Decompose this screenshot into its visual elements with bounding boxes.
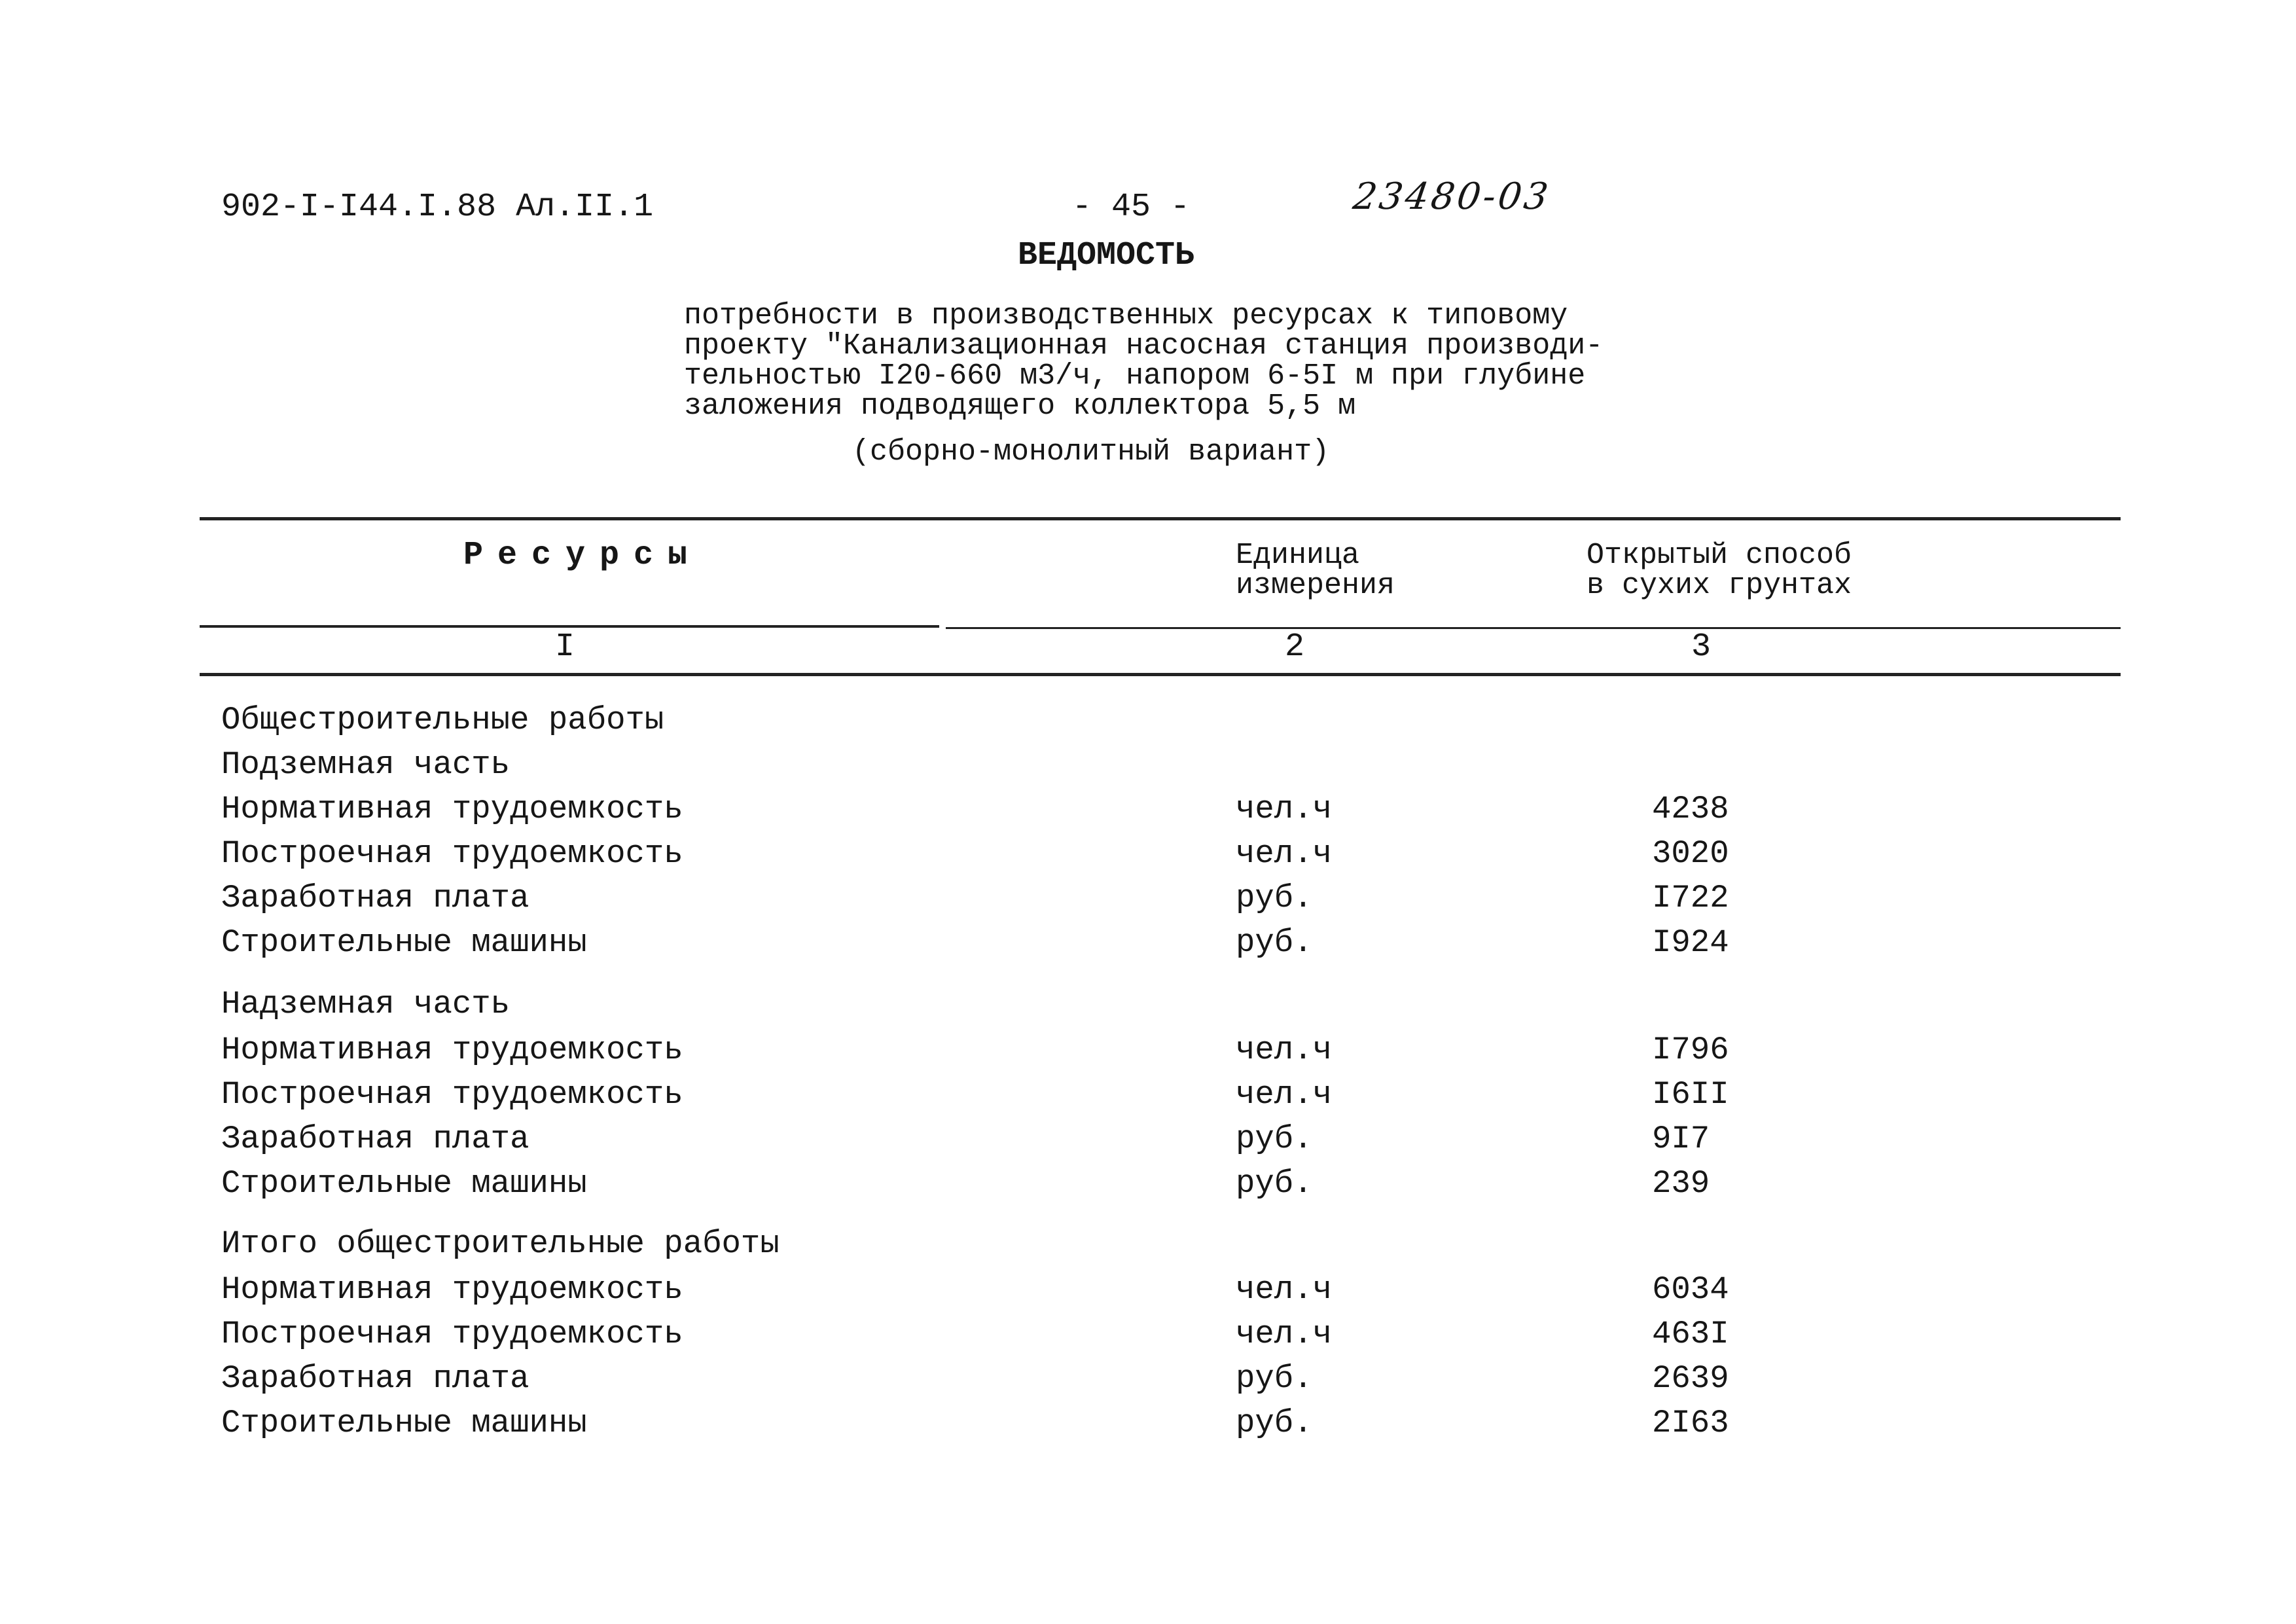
table-row [0,835,2296,875]
header-rule-left [200,625,939,628]
table-row-section [0,986,2296,1025]
row-unit: чел.ч [1236,1076,1333,1113]
row-value: I6II [1652,1076,1729,1113]
row-value: 2I63 [1652,1405,1729,1441]
row-unit: чел.ч [1236,1316,1333,1352]
row-value: 239 [1652,1165,1710,1202]
row-value: 4238 [1652,791,1729,827]
header-rule-right [946,627,2121,629]
table-row [0,924,2296,964]
table-row [0,1405,2296,1444]
subtitle-line: проекту "Канализационная насосная станция производи- [684,329,1604,363]
row-label: Надземная часть [221,986,511,1022]
row-unit: руб. [1236,880,1313,916]
column-number-2: 2 [1285,628,1305,666]
row-label: Заработная плата [221,880,529,916]
subtitle-line: тельностью I20-660 м3/ч, напором 6-5I м при глубине [684,359,1586,393]
table-row-section [0,746,2296,785]
table-row [0,1032,2296,1071]
column-header-unit [1236,541,1395,601]
unit-header-line: измерения [1236,569,1395,602]
method-header-line: в сухих грунтах [1587,569,1852,602]
document-title: ВЕДОМОСТЬ [1018,237,1195,274]
row-label: Заработная плата [221,1360,529,1397]
table-row-section [0,702,2296,741]
row-value: 9I7 [1652,1121,1710,1157]
unit-header-line: Единица [1236,539,1360,572]
row-label: Подземная часть [221,746,511,783]
row-label: Строительные машины [221,924,587,961]
table-row [0,791,2296,830]
table-row [0,1360,2296,1399]
handwritten-number: 23480-03 [1350,175,1553,218]
table-top-rule [200,517,2121,520]
document-code: 902-I-I44.I.88 Ал.II.1 [221,189,654,226]
row-value: I796 [1652,1032,1729,1068]
row-label: Построечная трудоемкость [221,835,683,872]
table-row [0,880,2296,919]
row-value: 2639 [1652,1360,1729,1397]
table-row [0,1121,2296,1160]
method-header-line: Открытый способ [1587,539,1852,572]
table-row [0,1165,2296,1204]
row-value: 6034 [1652,1271,1729,1308]
row-label: Итого общестроительные работы [221,1225,780,1262]
column-number-1: I [555,628,575,666]
variant-note: (сборно-монолитный вариант) [852,435,1330,469]
row-unit: чел.ч [1236,791,1333,827]
column-header-resources: Ресурсы [463,537,702,574]
row-label: Строительные машины [221,1405,587,1441]
row-unit: чел.ч [1236,1271,1333,1308]
row-unit: руб. [1236,1360,1313,1397]
row-unit: руб. [1236,1165,1313,1202]
subtitle-line: заложения подводящего коллектора 5,5 м [684,389,1356,423]
row-label: Строительные машины [221,1165,587,1202]
subtitle-line: потребности в производственных ресурсах к типовому [684,299,1568,333]
row-label: Построечная трудоемкость [221,1316,683,1352]
row-label: Построечная трудоемкость [221,1076,683,1113]
table-row-section [0,1225,2296,1265]
row-value: I924 [1652,924,1729,961]
row-label: Заработная плата [221,1121,529,1157]
row-unit: руб. [1236,1405,1313,1441]
column-number-3: 3 [1691,628,1712,666]
row-value: I722 [1652,880,1729,916]
column-number-rule [200,673,2121,676]
row-label: Нормативная трудоемкость [221,791,683,827]
row-unit: руб. [1236,924,1313,961]
table-row [0,1076,2296,1115]
row-unit: руб. [1236,1121,1313,1157]
row-value: 463I [1652,1316,1729,1352]
row-unit: чел.ч [1236,835,1333,872]
table-row [0,1271,2296,1310]
page-number: - 45 - [1072,189,1191,226]
document-subtitle [684,301,1603,422]
row-label: Общестроительные работы [221,702,664,738]
table-row [0,1316,2296,1355]
row-unit: чел.ч [1236,1032,1333,1068]
column-header-method [1587,541,1852,601]
row-value: 3020 [1652,835,1729,872]
row-label: Нормативная трудоемкость [221,1032,683,1068]
row-label: Нормативная трудоемкость [221,1271,683,1308]
